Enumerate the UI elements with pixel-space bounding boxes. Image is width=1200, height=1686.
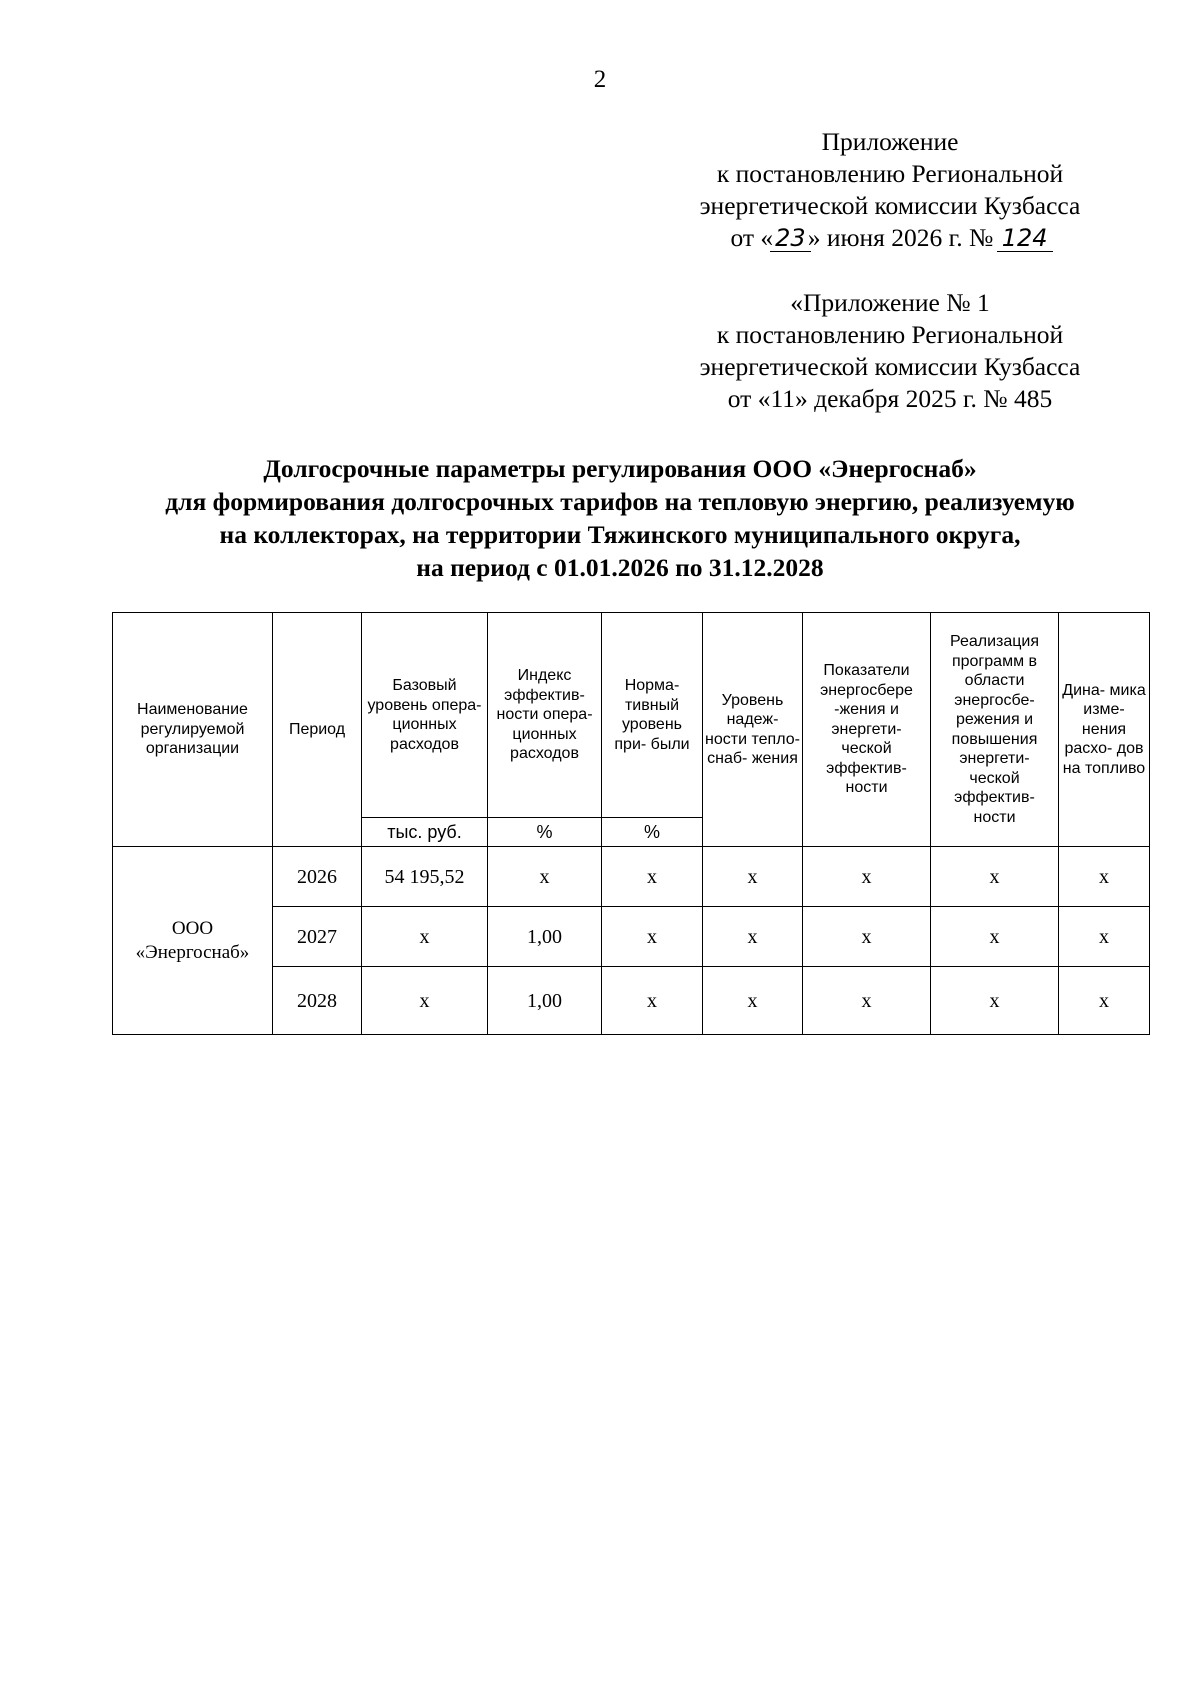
header-programs: Реализация программ в области энергосбе- режения и повышения энергети- ческой эффектив- ности bbox=[931, 613, 1059, 847]
cell-reliability: x bbox=[703, 847, 803, 907]
date-middle: » июня 2026 г. № bbox=[807, 223, 994, 252]
organization-name: ООО «Энергоснаб» bbox=[113, 847, 273, 1035]
prev-appendix-line-2: к постановлению Региональной bbox=[716, 320, 1064, 349]
prev-appendix-title: «Приложение № 1 bbox=[790, 288, 990, 317]
prev-appendix-line-3: энергетической комиссии Кузбасса bbox=[699, 352, 1081, 381]
cell-energy-indicators: x bbox=[803, 967, 931, 1035]
cell-index: x bbox=[488, 847, 602, 907]
prev-appendix-line-4: от «11» декабря 2025 г. № 485 bbox=[727, 384, 1053, 413]
unit-profit: % bbox=[602, 818, 703, 847]
appendix-line-2: к постановлению Региональной bbox=[716, 159, 1064, 188]
date-prefix: от « bbox=[730, 223, 774, 252]
header-normative-profit: Норма- тивный уровень при- были bbox=[602, 613, 703, 818]
handwritten-number: 124 bbox=[1001, 224, 1048, 252]
cell-base: x bbox=[362, 967, 488, 1035]
cell-reliability: x bbox=[703, 907, 803, 967]
cell-profit: x bbox=[602, 847, 703, 907]
header-base-level: Базовый уровень опера- ционных расходов bbox=[362, 613, 488, 818]
cell-programs: x bbox=[931, 967, 1059, 1035]
cell-base: 54 195,52 bbox=[362, 847, 488, 907]
cell-fuel: x bbox=[1059, 907, 1150, 967]
page-number: 2 bbox=[593, 66, 607, 93]
header-efficiency-index: Индекс эффектив- ности опера- ционных расходов bbox=[488, 613, 602, 818]
handwritten-day: 23 bbox=[775, 224, 806, 252]
appendix-title: Приложение bbox=[821, 127, 959, 156]
appendix-date-line bbox=[640, 222, 1140, 254]
title-line-2: для формирования долгосрочных тарифов на тепловую энергию, реализуемую bbox=[165, 487, 1075, 516]
document-title bbox=[0, 452, 1200, 584]
cell-fuel: x bbox=[1059, 967, 1150, 1035]
header-fuel-dynamics: Дина- мика изме- нения расхо- дов на топливо bbox=[1059, 613, 1150, 847]
cell-base: x bbox=[362, 907, 488, 967]
unit-base: тыс. руб. bbox=[362, 818, 488, 847]
cell-profit: x bbox=[602, 907, 703, 967]
cell-energy-indicators: x bbox=[803, 907, 931, 967]
header-period: Период bbox=[273, 613, 362, 847]
cell-programs: x bbox=[931, 847, 1059, 907]
cell-programs: x bbox=[931, 907, 1059, 967]
cell-profit: x bbox=[602, 967, 703, 1035]
cell-period: 2027 bbox=[273, 907, 362, 967]
header-organization: Наименование регулируемой организации bbox=[113, 613, 273, 847]
appendix-header bbox=[640, 126, 1140, 254]
cell-reliability: x bbox=[703, 967, 803, 1035]
previous-appendix-header bbox=[640, 287, 1140, 415]
cell-period: 2026 bbox=[273, 847, 362, 907]
header-reliability: Уровень надеж- ности тепло- снаб- жения bbox=[703, 613, 803, 847]
title-line-1: Долгосрочные параметры регулирования ООО «Энергоснаб» bbox=[263, 454, 977, 483]
regulation-parameters-table bbox=[112, 612, 1150, 1035]
header-row bbox=[113, 613, 1150, 818]
title-line-4: на период с 01.01.2026 по 31.12.2028 bbox=[416, 553, 824, 582]
title-line-3: на коллекторах, на территории Тяжинского муниципального округа, bbox=[219, 520, 1021, 549]
cell-energy-indicators: x bbox=[803, 847, 931, 907]
cell-index: 1,00 bbox=[488, 967, 602, 1035]
table-row bbox=[113, 847, 1150, 907]
cell-fuel: x bbox=[1059, 847, 1150, 907]
header-energy-indicators: Показатели энергосбере -жения и энергети- ческой эффектив- ности bbox=[803, 613, 931, 847]
cell-period: 2028 bbox=[273, 967, 362, 1035]
cell-index: 1,00 bbox=[488, 907, 602, 967]
appendix-line-3: энергетической комиссии Кузбасса bbox=[699, 191, 1081, 220]
unit-index: % bbox=[488, 818, 602, 847]
